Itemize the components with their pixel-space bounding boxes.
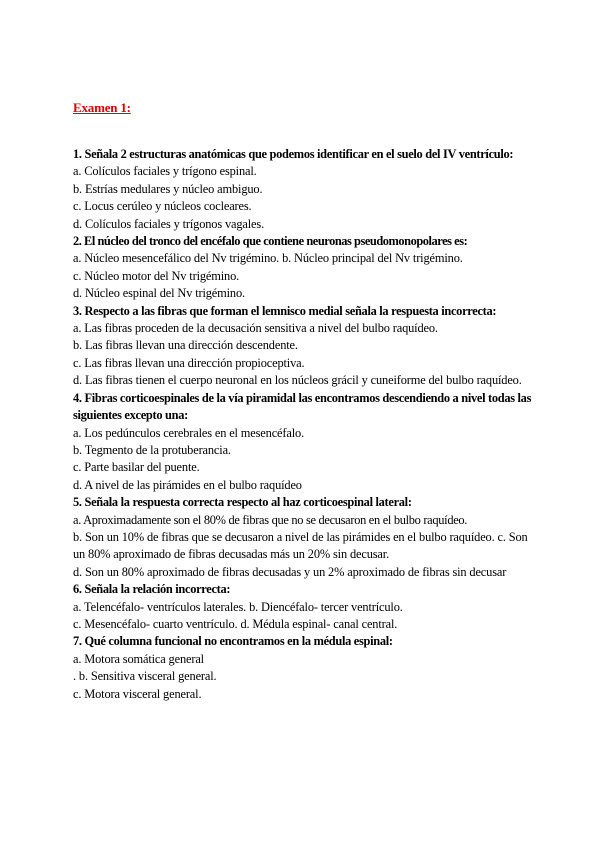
- q5-option-b-c: b. Son un 10% de fibras que se decusaron a nivel de las pirámides en el bulbo raquídeo. c. Son un 80% aproximado de fibras decusadas más un 20% sin decusar.: [73, 529, 528, 562]
- question-7: 7. Qué columna funcional no encontramos en la médula espinal:: [73, 634, 393, 649]
- q4-option-d: d. A nivel de las pirámides en el bulbo raquídeo: [73, 477, 302, 492]
- exam-title: Examen 1:: [73, 100, 131, 115]
- q3-option-a: a. Las fibras proceden de la decusación sensitiva a nivel del bulbo raquídeo.: [73, 321, 438, 336]
- q3-option-b: b. Las fibras llevan una dirección descendente.: [73, 338, 298, 353]
- q4-option-c: c. Parte basilar del puente.: [73, 460, 200, 475]
- question-1: 1. Señala 2 estructuras anatómicas que podemos identificar en el suelo del IV ventrículo:: [73, 147, 514, 161]
- question-4: 4. Fibras corticoespinales de la vía piramidal las encontramos descendiendo a nivel todas las siguientes excepto una:: [73, 390, 532, 423]
- q1-option-c: c. Locus cerúleo y núcleos cocleares.: [73, 199, 252, 214]
- q7-option-b: . b. Sensitiva visceral general.: [73, 669, 217, 684]
- q2-option-d: d. Núcleo espinal del Nv trigémino.: [73, 286, 245, 301]
- q1-option-b: b. Estrías medulares y núcleo ambiguo.: [73, 181, 263, 196]
- exam-content: [73, 146, 533, 703]
- q5-option-d: d. Son un 80% aproximado de fibras decusadas y un 2% aproximado de fibras sin decusar: [73, 564, 507, 579]
- q2-option-c: c. Núcleo motor del Nv trigémino.: [73, 268, 240, 283]
- q4-option-b: b. Tegmento de la protuberancia.: [73, 442, 231, 457]
- question-6: 6. Señala la relación incorrecta:: [73, 582, 231, 597]
- q1-option-a: a. Colículos faciales y trígono espinal.: [73, 164, 257, 179]
- q4-option-a: a. Los pedúnculos cerebrales en el mesencéfalo.: [73, 425, 305, 440]
- q3-option-c: c. Las fibras llevan una dirección propioceptiva.: [73, 355, 305, 370]
- q7-option-a: a. Motora somática general: [73, 651, 204, 666]
- q7-option-c: c. Motora visceral general.: [73, 686, 202, 701]
- q2-option-a-b: a. Núcleo mesencefálico del Nv trigémino. b. Núcleo principal del Nv trigémino.: [73, 251, 463, 266]
- question-2: 2. El núcleo del tronco del encéfalo que contiene neuronas pseudomonopolares es:: [73, 234, 468, 249]
- q3-option-d: d. Las fibras tienen el cuerpo neuronal en los núcleos grácil y cuneiforme del bulbo raquídeo.: [73, 373, 522, 388]
- question-5: 5. Señala la respuesta correcta respecto al haz corticoespinal lateral:: [73, 495, 412, 510]
- q6-option-a-b: a. Telencéfalo- ventrículos laterales. b. Diencéfalo- tercer ventrículo.: [73, 599, 403, 614]
- q5-option-a: a. Aproximadamente son el 80% de fibras que no se decusaron en el bulbo raquídeo.: [73, 512, 468, 527]
- q1-option-d: d. Colículos faciales y trígonos vagales.: [73, 216, 265, 231]
- q6-option-c-d: c. Mesencéfalo- cuarto ventrículo. d. Médula espinal- canal central.: [73, 616, 398, 631]
- question-3: 3. Respecto a las fibras que forman el lemnisco medial señala la respuesta incorrecta:: [73, 303, 497, 318]
